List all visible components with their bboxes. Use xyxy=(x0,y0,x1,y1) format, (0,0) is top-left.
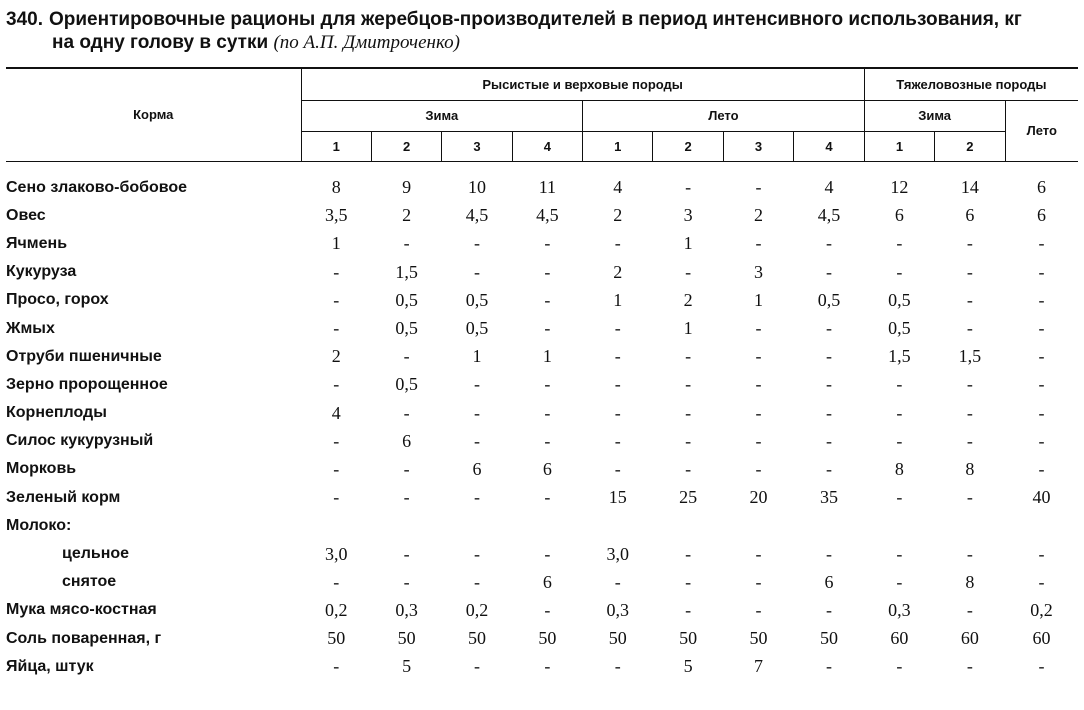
ration-value: 1 xyxy=(683,233,693,254)
table-row xyxy=(6,596,1078,624)
ration-value: - xyxy=(1038,374,1045,395)
ration-value: 60 xyxy=(890,628,909,649)
ration-value: 5 xyxy=(402,656,412,677)
table-row xyxy=(6,484,1078,512)
ration-value: 4 xyxy=(613,177,623,198)
ration-value: 0,3 xyxy=(888,599,911,620)
ration-value: - xyxy=(966,543,973,564)
feed-column-header: Корма xyxy=(6,68,301,161)
ration-value: - xyxy=(966,374,973,395)
ration-value: 0,2 xyxy=(465,599,489,620)
ration-value: 3 xyxy=(683,205,693,226)
ration-value: - xyxy=(403,458,410,479)
ration-value: - xyxy=(1038,289,1045,310)
ration-value: - xyxy=(755,177,762,198)
ration-value: 50 xyxy=(679,628,698,649)
ration-value: 3,5 xyxy=(324,205,348,226)
ration-number-header: 3 xyxy=(442,131,512,161)
ration-value: - xyxy=(896,402,903,423)
table-header xyxy=(6,68,1078,161)
ration-value: 0,5 xyxy=(465,289,489,310)
ration-value: - xyxy=(685,261,692,282)
ration-value: - xyxy=(966,656,973,677)
table-number: 340. xyxy=(6,9,43,30)
ration-value: - xyxy=(755,543,762,564)
ration-number-header: 4 xyxy=(512,131,582,161)
ration-value: 15 xyxy=(608,487,627,508)
table-row xyxy=(6,653,1078,681)
ration-value: - xyxy=(614,402,621,423)
ration-value: - xyxy=(614,458,621,479)
table-row xyxy=(6,202,1078,230)
ration-value: 2 xyxy=(331,346,341,367)
ration-value: - xyxy=(825,261,832,282)
ration-value: 60 xyxy=(1032,628,1051,649)
ration-value: - xyxy=(966,402,973,423)
ration-value: - xyxy=(1038,458,1045,479)
ration-value: - xyxy=(403,233,410,254)
ration-value: 1,5 xyxy=(958,346,982,367)
ration-number-header: 3 xyxy=(723,131,793,161)
ration-value: 50 xyxy=(819,628,838,649)
ration-value: 0,5 xyxy=(395,289,418,310)
ration-value xyxy=(301,512,371,540)
table-row xyxy=(6,568,1078,596)
ration-value: 50 xyxy=(608,628,627,649)
ration-value: - xyxy=(544,599,551,620)
ration-value: - xyxy=(544,318,551,339)
ration-value: - xyxy=(896,543,903,564)
table-body xyxy=(6,161,1078,681)
ration-value: - xyxy=(544,289,551,310)
ration-value: 0,2 xyxy=(324,599,348,620)
ration-value: - xyxy=(403,402,410,423)
ration-value: 4 xyxy=(824,177,834,198)
ration-value: - xyxy=(333,487,340,508)
ration-value: - xyxy=(825,402,832,423)
ration-value: - xyxy=(403,487,410,508)
ration-value: 2 xyxy=(683,289,693,310)
ration-value: - xyxy=(685,374,692,395)
draft-summer-header: Лето xyxy=(1005,100,1078,161)
ration-value: - xyxy=(755,430,762,451)
ration-value: 3,0 xyxy=(606,543,629,564)
ration-value: 50 xyxy=(749,628,768,649)
ration-value: - xyxy=(685,543,692,564)
ration-value: 2 xyxy=(613,205,623,226)
table-row xyxy=(6,371,1078,399)
table-row xyxy=(6,512,1078,540)
ration-value xyxy=(1005,512,1078,540)
ration-value: 4,5 xyxy=(817,205,841,226)
ration-value: - xyxy=(333,458,340,479)
ration-value: 0,5 xyxy=(888,318,911,339)
ration-value: - xyxy=(896,487,903,508)
ration-value: 2 xyxy=(754,205,764,226)
feed-name: Жмых xyxy=(6,319,55,337)
ration-value: 35 xyxy=(819,487,838,508)
ration-value: 1 xyxy=(542,346,552,367)
ration-value: - xyxy=(333,318,340,339)
ration-value: - xyxy=(1038,430,1045,451)
ration-value: - xyxy=(825,599,832,620)
ration-value: 1 xyxy=(331,233,341,254)
ration-number-header: 2 xyxy=(653,131,723,161)
ration-value: - xyxy=(825,318,832,339)
caption-line-2: на одну голову в сутки xyxy=(52,32,269,53)
ration-value: - xyxy=(685,599,692,620)
ration-value: - xyxy=(1038,318,1045,339)
ration-value: - xyxy=(825,543,832,564)
ration-value: 8 xyxy=(965,458,975,479)
table-row xyxy=(6,427,1078,455)
ration-value: - xyxy=(544,430,551,451)
ration-value: - xyxy=(333,261,340,282)
table-row xyxy=(6,314,1078,342)
ration-number-header: 2 xyxy=(935,131,1005,161)
ration-value xyxy=(935,512,1005,540)
trotting-riding-breeds-header: Рысистые и верховые породы xyxy=(301,68,864,100)
ration-value: 6 xyxy=(1037,205,1047,226)
ration-value: - xyxy=(825,346,832,367)
ration-number-header: 2 xyxy=(371,131,441,161)
table-row xyxy=(6,343,1078,371)
ration-value: - xyxy=(755,571,762,592)
ration-value: 8 xyxy=(894,458,904,479)
ration-value: - xyxy=(685,346,692,367)
ration-value: 6 xyxy=(965,205,975,226)
feed-name: Просо, горох xyxy=(6,291,109,309)
ration-value: - xyxy=(544,402,551,423)
ration-value: - xyxy=(896,374,903,395)
ration-value: - xyxy=(544,487,551,508)
caption-line-1: Ориентировочные рационы для жеребцов-производителей в период интенсивного использования, кг xyxy=(48,9,1022,30)
ration-number-header: 1 xyxy=(583,131,653,161)
ration-value: - xyxy=(1038,543,1045,564)
ration-number-header: 1 xyxy=(301,131,371,161)
ration-value: 4,5 xyxy=(465,205,489,226)
ration-value: - xyxy=(896,656,903,677)
table-row xyxy=(6,625,1078,653)
ration-value: - xyxy=(896,261,903,282)
ration-value: 40 xyxy=(1032,487,1051,508)
feed-name: Мука мясо-костная xyxy=(6,601,157,619)
ration-value: 1,5 xyxy=(888,346,911,367)
ration-value xyxy=(442,512,512,540)
ration-value: 50 xyxy=(327,628,346,649)
ration-value: - xyxy=(473,374,480,395)
ration-value: - xyxy=(825,656,832,677)
ration-value: - xyxy=(966,430,973,451)
ration-number-header: 4 xyxy=(794,131,865,161)
ration-value: 6 xyxy=(542,458,552,479)
ration-number-header: 1 xyxy=(864,131,934,161)
ration-value: 0,3 xyxy=(395,599,418,620)
ration-value: - xyxy=(473,430,480,451)
ration-value: - xyxy=(966,233,973,254)
ration-value: - xyxy=(755,233,762,254)
ration-value: 4,5 xyxy=(536,205,559,226)
feed-name: Корнеплоды xyxy=(6,404,107,422)
ration-value: 0,5 xyxy=(465,318,489,339)
table-row xyxy=(6,399,1078,427)
ration-value xyxy=(371,512,441,540)
ration-value: - xyxy=(333,374,340,395)
ration-value: 50 xyxy=(538,628,557,649)
ration-value: - xyxy=(685,177,692,198)
draft-winter-header: Зима xyxy=(864,100,1005,131)
ration-value: - xyxy=(614,233,621,254)
ration-value xyxy=(653,512,723,540)
ration-value: - xyxy=(825,233,832,254)
ration-value: - xyxy=(755,599,762,620)
ration-value: - xyxy=(614,430,621,451)
ration-value: 25 xyxy=(679,487,698,508)
ration-value xyxy=(583,512,653,540)
ration-value: 6 xyxy=(1037,177,1047,198)
feed-name: Яйца, штук xyxy=(6,657,94,675)
feed-name: Зеленый корм xyxy=(6,488,121,506)
ration-value: - xyxy=(333,289,340,310)
ration-value: 50 xyxy=(397,628,416,649)
table-row xyxy=(6,161,1078,202)
ration-value: - xyxy=(755,346,762,367)
ration-value: 0,2 xyxy=(1030,599,1053,620)
ration-value: 2 xyxy=(613,261,623,282)
ration-value: 8 xyxy=(331,177,341,198)
ration-value: - xyxy=(1038,233,1045,254)
ration-value: - xyxy=(685,402,692,423)
feed-name: Соль поваренная, г xyxy=(6,629,162,647)
ration-value: 6 xyxy=(894,205,904,226)
feed-name: Кукуруза xyxy=(6,263,77,281)
ration-value: 3,0 xyxy=(324,543,348,564)
feed-name: Ячмень xyxy=(6,234,68,252)
ration-value: - xyxy=(685,571,692,592)
ration-value: 20 xyxy=(749,487,768,508)
ration-value: 2 xyxy=(402,205,412,226)
ration-value: - xyxy=(473,543,480,564)
ration-value xyxy=(723,512,793,540)
feed-name: Отруби пшеничные xyxy=(6,347,162,365)
ration-value: 1,5 xyxy=(395,261,418,282)
trotting-winter-header: Зима xyxy=(301,100,583,131)
ration-value: - xyxy=(825,374,832,395)
ration-value: - xyxy=(1038,656,1045,677)
ration-value: 1 xyxy=(613,289,623,310)
ration-value: - xyxy=(966,487,973,508)
ration-value: - xyxy=(966,261,973,282)
table-caption xyxy=(6,8,1076,54)
ration-value: - xyxy=(755,402,762,423)
ration-value: 0,5 xyxy=(817,289,841,310)
feed-name: Овес xyxy=(6,206,46,224)
ration-value: - xyxy=(544,374,551,395)
ration-value xyxy=(864,512,934,540)
ration-value: - xyxy=(1038,571,1045,592)
ration-value: 12 xyxy=(890,177,909,198)
ration-value: - xyxy=(614,346,621,367)
ration-value: - xyxy=(473,402,480,423)
ration-value: - xyxy=(614,374,621,395)
ration-value: 0,3 xyxy=(606,599,629,620)
feed-name: снятое xyxy=(62,573,117,591)
ration-value: - xyxy=(403,571,410,592)
ration-value: - xyxy=(755,458,762,479)
ration-value xyxy=(512,512,582,540)
table-row xyxy=(6,230,1078,258)
ration-value: 10 xyxy=(467,177,486,198)
ration-value: - xyxy=(1038,261,1045,282)
ration-value xyxy=(794,512,865,540)
ration-value: 50 xyxy=(467,628,486,649)
ration-value: - xyxy=(544,656,551,677)
ration-value: 3 xyxy=(754,261,764,282)
caption-author: (по А.П. Дмитроченко) xyxy=(273,32,460,53)
ration-value: - xyxy=(473,571,480,592)
feed-name: Морковь xyxy=(6,460,77,478)
ration-value: - xyxy=(825,458,832,479)
ration-value: - xyxy=(896,233,903,254)
ration-value: - xyxy=(614,318,621,339)
ration-value: 7 xyxy=(754,656,764,677)
ration-value: - xyxy=(333,656,340,677)
ration-value: 60 xyxy=(960,628,979,649)
ration-value: 14 xyxy=(960,177,979,198)
ration-value: 1 xyxy=(683,318,693,339)
ration-value: 9 xyxy=(402,177,412,198)
ration-table xyxy=(6,67,1078,681)
ration-value: - xyxy=(825,430,832,451)
ration-value: 6 xyxy=(542,571,552,592)
ration-value: 0,5 xyxy=(395,374,418,395)
ration-value: - xyxy=(755,374,762,395)
ration-value: - xyxy=(403,346,410,367)
ration-value: 8 xyxy=(965,571,975,592)
ration-value: - xyxy=(1038,402,1045,423)
ration-value: - xyxy=(544,261,551,282)
ration-value: 5 xyxy=(683,656,693,677)
table-row xyxy=(6,455,1078,483)
ration-value: 6 xyxy=(824,571,834,592)
ration-value: - xyxy=(473,261,480,282)
ration-value: - xyxy=(403,543,410,564)
ration-value: 11 xyxy=(538,177,557,198)
ration-value: - xyxy=(966,599,973,620)
table-row xyxy=(6,540,1078,568)
ration-value: 1 xyxy=(472,346,482,367)
table-row xyxy=(6,286,1078,314)
ration-value: 6 xyxy=(472,458,482,479)
feed-name: Зерно пророщенное xyxy=(6,375,168,393)
ration-value: - xyxy=(1038,346,1045,367)
ration-value: - xyxy=(333,430,340,451)
ration-value: - xyxy=(614,571,621,592)
ration-value: - xyxy=(896,571,903,592)
ration-value: 1 xyxy=(754,289,764,310)
trotting-summer-header: Лето xyxy=(583,100,865,131)
ration-value: 0,5 xyxy=(395,318,418,339)
feed-name: Силос кукурузный xyxy=(6,432,154,450)
ration-value: - xyxy=(473,656,480,677)
ration-value: - xyxy=(544,543,551,564)
ration-value: - xyxy=(333,571,340,592)
ration-value: 0,5 xyxy=(888,289,911,310)
ration-value: - xyxy=(685,430,692,451)
ration-value: - xyxy=(755,318,762,339)
ration-value: - xyxy=(614,656,621,677)
feed-name: Сено злаково-бобовое xyxy=(6,178,188,196)
ration-value: - xyxy=(685,458,692,479)
ration-value: 4 xyxy=(331,402,341,423)
ration-value: - xyxy=(473,487,480,508)
table-row xyxy=(6,258,1078,286)
ration-value: - xyxy=(896,430,903,451)
ration-value: - xyxy=(544,233,551,254)
ration-value: - xyxy=(966,289,973,310)
draft-breeds-header: Тяжеловозные породы xyxy=(864,68,1078,100)
feed-name: Молоко: xyxy=(6,516,72,534)
ration-value: 6 xyxy=(402,430,412,451)
feed-name: цельное xyxy=(62,545,130,563)
ration-value: - xyxy=(966,318,973,339)
ration-value: - xyxy=(473,233,480,254)
